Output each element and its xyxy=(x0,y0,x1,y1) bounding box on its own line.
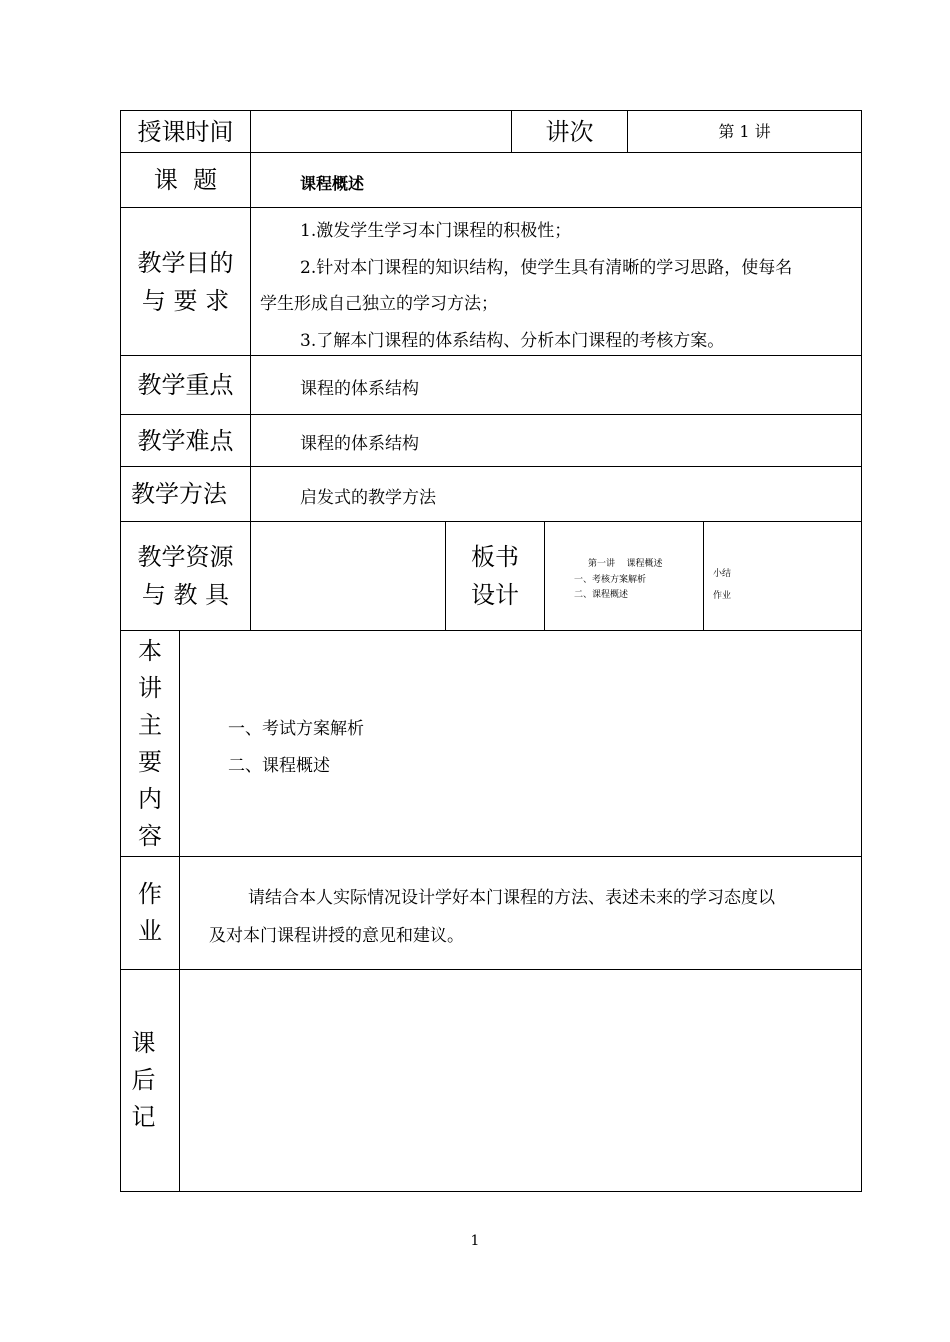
key-points-value: 课程的体系结构 xyxy=(300,379,419,399)
resources-label xyxy=(121,522,250,630)
homework-label-char: 作 xyxy=(138,880,162,908)
objectives-label-line2: 与 要 求 xyxy=(141,286,230,315)
objective-line: 2.针对本门课程的知识结构，使学生具有清晰的学习思路，使每名 xyxy=(300,258,793,278)
objectives-label xyxy=(121,208,250,355)
session-label: 讲次 xyxy=(545,117,594,146)
objective-line: 3.了解本门课程的体系结构、分析本门课程的考核方案。 xyxy=(300,331,725,351)
notes-label-char: 记 xyxy=(131,1103,156,1131)
objectives-label-line1: 教学目的 xyxy=(137,248,234,277)
table-bottom-border xyxy=(120,1191,862,1192)
board-summary: 小结 xyxy=(713,569,732,579)
objective-line: 学生形成自己独立的学习方法； xyxy=(260,294,498,314)
difficulties-value: 课程的体系结构 xyxy=(300,434,419,454)
key-points-label: 教学重点 xyxy=(137,371,234,399)
board-item: 一、考核方案解析 xyxy=(574,575,647,585)
topic-value: 课程概述 xyxy=(300,174,365,193)
page-number: 1 xyxy=(470,1233,480,1249)
homework-line: 请结合本人实际情况设计学好本门课程的方法、表述未来的学习态度以 xyxy=(248,888,775,908)
board-design-label xyxy=(446,522,544,630)
main-content-label-char: 主 xyxy=(138,710,162,739)
board-homework: 作业 xyxy=(713,591,732,601)
notes-label xyxy=(121,970,166,1191)
objective-line: 1.激发学生学习本门课程的积极性； xyxy=(300,221,572,241)
resources-label-line2: 与 教 具 xyxy=(141,581,230,609)
main-content-label-char: 讲 xyxy=(138,673,162,702)
main-content-label-char: 本 xyxy=(138,636,162,665)
board-title: 第一讲 课程概述 xyxy=(588,559,663,569)
notes-label-char: 后 xyxy=(131,1066,156,1094)
board-design-label-line1: 板书 xyxy=(471,543,519,571)
session-value: 第 1 讲 xyxy=(718,121,771,141)
homework-label xyxy=(121,857,179,969)
main-content-item: 二、课程概述 xyxy=(228,756,330,776)
board-design-label-line2: 设计 xyxy=(471,581,519,609)
main-content-label-char: 内 xyxy=(138,784,162,813)
main-content-label-char: 容 xyxy=(138,821,162,850)
homework-label-char: 业 xyxy=(138,917,162,945)
homework-line: 及对本门课程讲授的意见和建议。 xyxy=(209,926,464,946)
topic-label: 课 题 xyxy=(153,166,218,194)
row-divider xyxy=(120,630,862,631)
main-content-item: 一、考试方案解析 xyxy=(228,719,364,739)
row-divider xyxy=(120,856,862,857)
main-content-label xyxy=(121,631,179,856)
board-item: 二、课程概述 xyxy=(574,590,629,600)
table-right-border xyxy=(861,110,862,1191)
row-divider xyxy=(120,969,862,970)
label-column-divider xyxy=(250,110,251,630)
main-content-label-char: 要 xyxy=(138,747,162,776)
narrow-label-column-divider xyxy=(179,630,180,1191)
teaching-time-label: 授课时间 xyxy=(137,117,234,146)
methods-value: 启发式的教学方法 xyxy=(300,488,436,508)
resources-label-line1: 教学资源 xyxy=(137,543,234,571)
difficulties-label: 教学难点 xyxy=(137,426,234,455)
cell-divider xyxy=(703,521,704,630)
cell-divider xyxy=(544,521,545,630)
notes-label-char: 课 xyxy=(131,1029,156,1057)
methods-label: 教学方法 xyxy=(131,480,227,508)
